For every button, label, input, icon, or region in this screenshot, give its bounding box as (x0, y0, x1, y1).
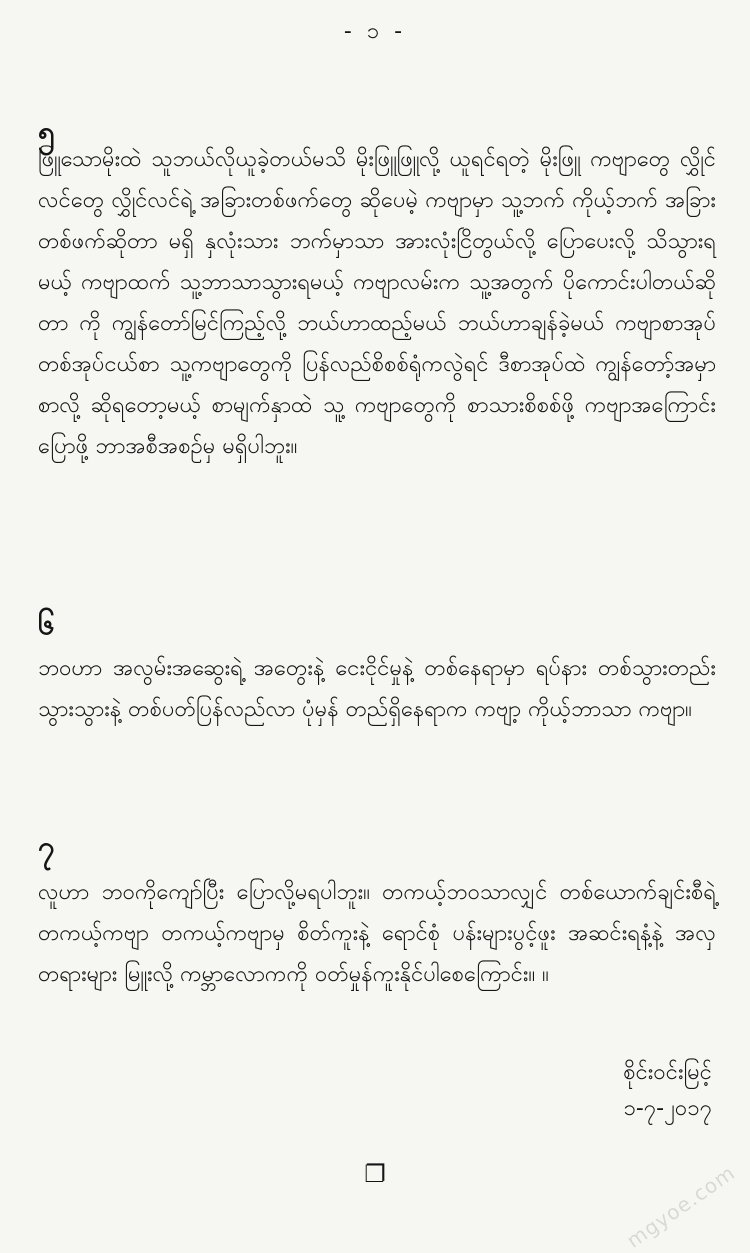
bottom-ornament-icon: ❐ (364, 1160, 386, 1188)
section-6-paragraph: ဘဝဟာ အလွမ်းအဆွေးရဲ့ အတွေးနဲ့ ငေးငိုင်မှုနဲ့ တစ်နေရာမှာ ရပ်နား တစ်သွားတည်းသွားသွားနဲ့ တစ်ပတ်ပြန်လည်လာ ပုံမှန် တည်ရှိနေရာက ကဗျာ့ ကိုယ့်ဘာသာ ကဗျာ။ (38, 656, 716, 722)
section-5-paragraph: ဖြူသောမိုးထဲ သူဘယ်လိုယူခဲ့တယ်မသိ မိုးဖြူဖြူလို့ ယူရင်ရတဲ့ မိုးဖြူ ကဗျာတွေ လွှိုင်လင်တွေ လွှိုင်လင်ရဲ့ အခြားတစ်ဖက်တွေ ဆိုပေမဲ့ ကဗျာမှာ သူ့ဘက် ကိုယ့်ဘက် အခြားတစ်ဖက်ဆိုတာ မရှိ နှလုံးသား ဘက်မှာသာ အားလုံးငြိတွယ်လို့ ပြောပေးလို့ သိသွားရမယ့် ကဗျာထက် သူ့ဘာသာသွားရမယ့် ကဗျာလမ်းက သူ့အတွက် ပိုကောင်းပါတယ်ဆိုတာ ကို ကျွန်တော်မြင်ကြည့်လို့ ဘယ်ဟာထည့်မယ် ဘယ်ဟာချန်ခဲ့မယ် ကဗျာစာအုပ်တစ်အုပ်ငယ်စာ သူ့ကဗျာတွေကို ပြန်လည်စိစစ်ရုံကလွဲရင် ဒီစာအုပ်ထဲ ကျွန်တော့်အမှာစာလို့ ဆိုရတော့မယ့် စာမျက်နှာထဲ သူ့ ကဗျာတွေကို စာသားစိစစ်ဖို့ ကဗျာအကြောင်းပြောဖို့ ဘာအစီအစဉ်မှ မရှိပါဘူး။ (38, 147, 716, 459)
section-number-6: ၆ (38, 607, 55, 642)
section-number-7: ၇ (38, 830, 55, 865)
page-number: - ၁ - (343, 19, 407, 44)
section-7-paragraph: လူဟာ ဘဝကိုကျော်ပြီး ပြောလို့မရပါဘူး။ တကယ့်ဘဝသာလျှင် တစ်ယောက်ချင်းစီရဲ့ တကယ့်ကဗျာ တကယ့်ကဗျာမှ စိတ်ကူးနဲ့ ရောင်စုံ ပန်းများပွင့်ဖူး အဆင်းရနံ့နဲ့ အလှတရားများ မြူးလို့ ကမ္ဘာလောကကို ဝတ်မှုန်ကူးနိုင်ပါစေကြောင်း။ ။ (38, 880, 716, 987)
watermark-text: mgyoe.com (622, 1160, 740, 1253)
author-date: ၁-၇-၂၀၁၇ (623, 1096, 712, 1121)
section-number-5: ၅ (38, 115, 55, 150)
author-signature: စိုင်းဝင်းမြင့် (623, 1060, 712, 1085)
